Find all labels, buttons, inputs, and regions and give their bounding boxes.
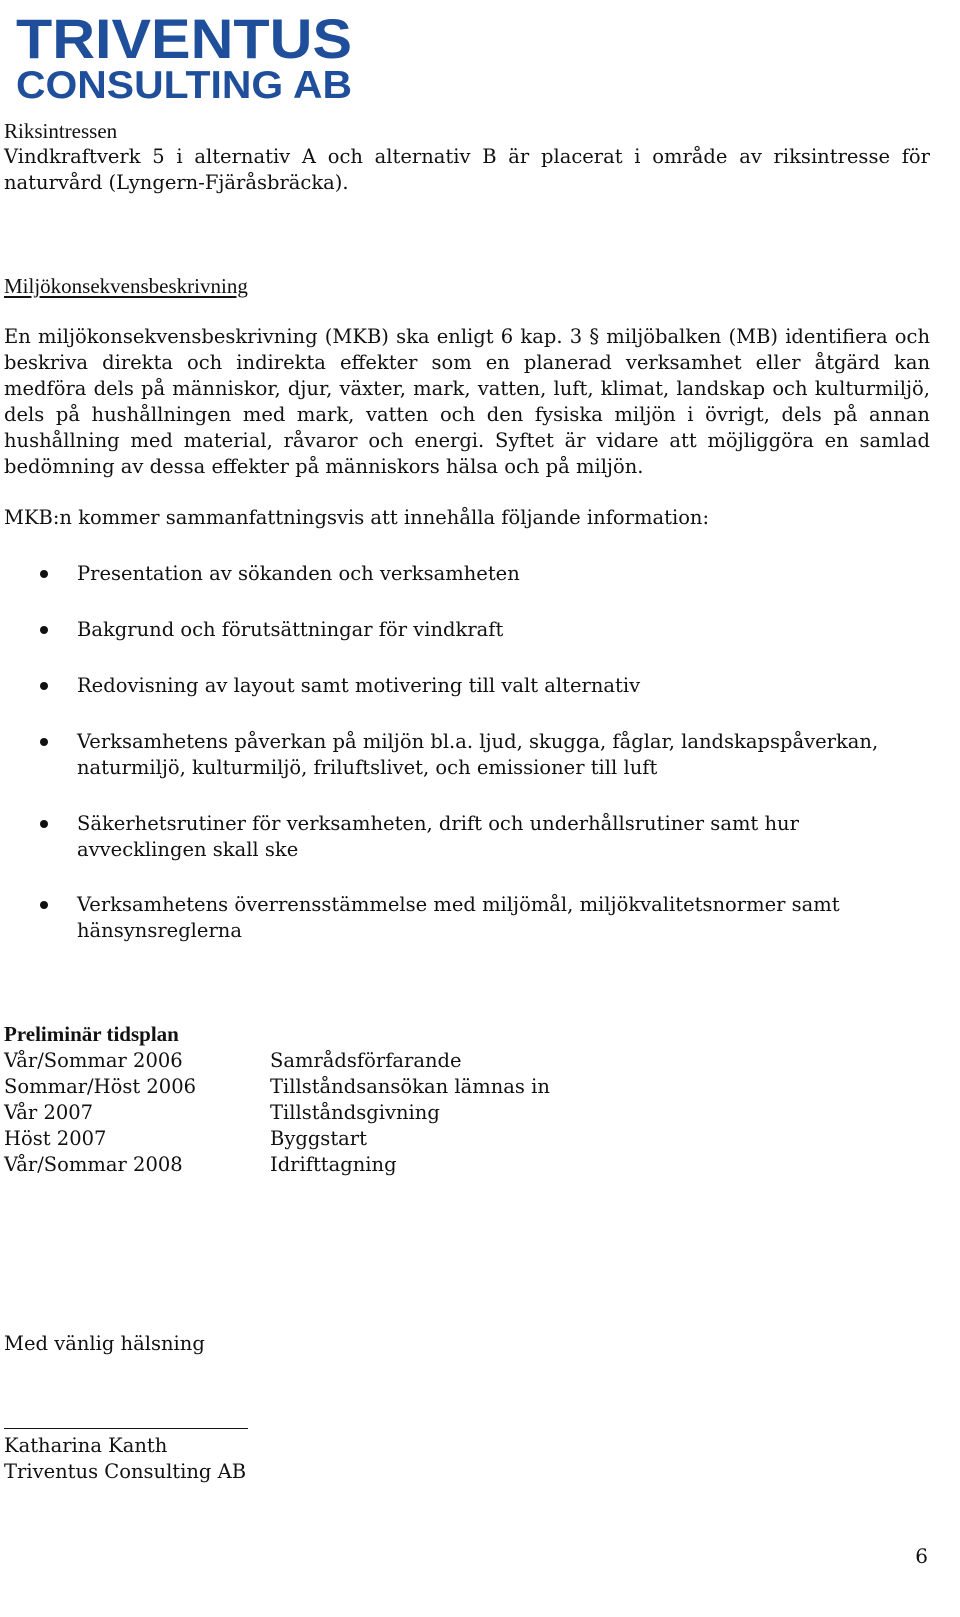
schedule-event: Byggstart [270, 1127, 367, 1150]
schedule-date: Sommar/Höst 2006 [4, 1075, 197, 1098]
schedule-event: Tillståndsgivning [270, 1101, 440, 1124]
signature-block [4, 1433, 930, 1485]
schedule-date: Vår/Sommar 2006 [4, 1049, 183, 1072]
schedule-event: Samrådsförfarande [270, 1049, 462, 1072]
closing-greeting-block [4, 1331, 930, 1357]
bullet-icon [40, 901, 48, 909]
list-item [4, 729, 960, 781]
list-item [4, 617, 930, 643]
list-item-text: Bakgrund och förutsättningar för vindkraft [77, 618, 504, 641]
table-row [4, 1074, 704, 1100]
signature-line [4, 1428, 248, 1429]
list-item-text: Verksamhetens påverkan på miljön bl.a. ljud, skugga, fåglar, landskapspåverkan, naturmiljö, kulturmiljö, friluftslivet, och emissioner till luft [77, 730, 879, 779]
bullet-icon [40, 682, 48, 690]
closing-greeting: Med vänlig hälsning [4, 1332, 205, 1355]
schedule-event: Tillståndsansökan lämnas in [270, 1075, 550, 1098]
bullet-icon [40, 820, 48, 828]
list-item [4, 561, 930, 587]
mkb-intro: MKB:n kommer sammanfattningsvis att innehålla följande information: [4, 506, 710, 529]
riksintresse-section [4, 118, 930, 196]
table-row [4, 1100, 704, 1126]
table-row [4, 1126, 704, 1152]
logo-line-2: CONSULTING AB [16, 64, 352, 104]
riksintresse-text: Vindkraftverk 5 i alternativ A och alternativ B är placerat i område av riksintresse för naturvård (Lyngern-Fjäråsbräcka). [4, 145, 930, 194]
tidsplan-section-header [4, 1021, 930, 1047]
signer-name: Katharina Kanth [4, 1434, 168, 1457]
list-item [4, 892, 937, 944]
schedule-event: Idrifttagning [270, 1153, 397, 1176]
mkb-intro-block [4, 505, 930, 531]
riksintresse-heading: Riksintressen [4, 119, 118, 143]
list-item-text: Redovisning av layout samt motivering till valt alternativ [77, 674, 641, 697]
bullet-icon [40, 570, 48, 578]
list-item-text: Presentation av sökanden och verksamheten [77, 562, 520, 585]
bullet-icon [40, 626, 48, 634]
mkb-section-header [4, 273, 930, 299]
mkb-paragraph: En miljökonsekvensbeskrivning (MKB) ska enligt 6 kap. 3 § miljöbalken (MB) identifiera och beskriva direkta och indirekta effekter som en planerad verksamhet eller åtgärd kan medföra dels på människor, djur, växter, mark, vatten, luft, klimat, landskap och kulturmiljö, dels på hushållningen med mark, vatten och den fysiska miljön i övrigt, dels på annan hushållning med material, råvaror och energi. Syftet är vidare att möjliggöra en samlad bedömning av dessa effekter på människors hälsa och på miljön. [4, 325, 930, 478]
list-item-text: Säkerhetsrutiner för verksamheten, drift och underhållsrutiner samt hur avvecklingen skall ske [77, 812, 799, 861]
page-number: 6 [915, 1544, 928, 1568]
schedule-date: Höst 2007 [4, 1127, 107, 1150]
table-row [4, 1152, 704, 1178]
signer-company: Triventus Consulting AB [4, 1460, 247, 1483]
tidsplan-table [4, 1048, 704, 1178]
table-row [4, 1048, 704, 1074]
bullet-icon [40, 738, 48, 746]
mkb-paragraph-block [4, 324, 930, 480]
mkb-heading: Miljökonsekvensbeskrivning [4, 274, 248, 298]
schedule-date: Vår/Sommar 2008 [4, 1153, 183, 1176]
list-item-text: Verksamhetens överrensstämmelse med miljömål, miljökvalitetsnormer samt hänsynsreglerna [77, 893, 840, 942]
list-item [4, 811, 897, 863]
list-item [4, 673, 930, 699]
tidsplan-heading: Preliminär tidsplan [4, 1022, 179, 1046]
schedule-date: Vår 2007 [4, 1101, 94, 1124]
company-logo [14, 8, 366, 104]
logo-line-1: TRIVENTUS [16, 8, 352, 70]
